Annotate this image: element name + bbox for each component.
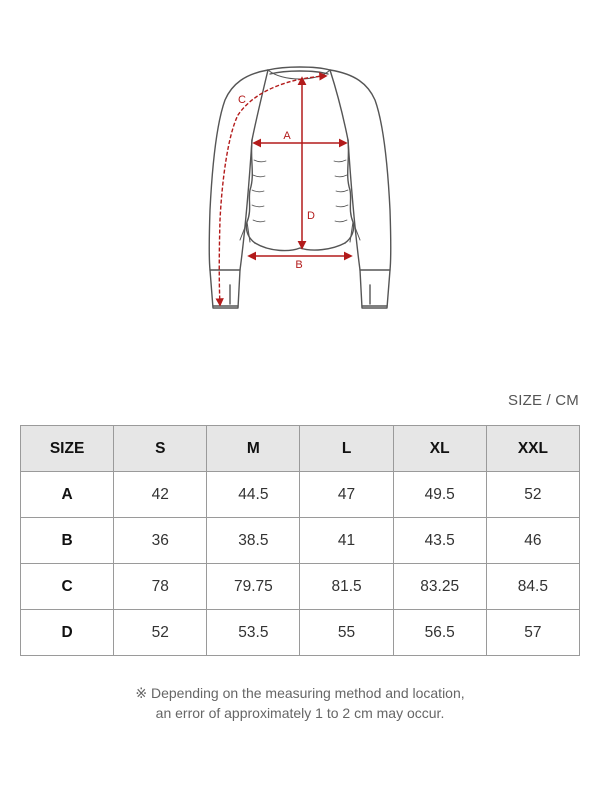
label-b: B bbox=[295, 259, 303, 271]
cell: 36 bbox=[114, 518, 207, 564]
table-row-a bbox=[21, 472, 580, 518]
size-table bbox=[20, 425, 580, 656]
table-row-b bbox=[21, 518, 580, 564]
header-xxl: XXL bbox=[486, 426, 579, 472]
cell: 83.25 bbox=[393, 564, 486, 610]
cell: 41 bbox=[300, 518, 393, 564]
note-line-1: ※ Depending on the measuring method and location, bbox=[135, 685, 465, 701]
row-label: C bbox=[21, 564, 114, 610]
cell: 56.5 bbox=[393, 610, 486, 656]
row-label: A bbox=[21, 472, 114, 518]
header-s: S bbox=[114, 426, 207, 472]
cell: 81.5 bbox=[300, 564, 393, 610]
cell: 57 bbox=[486, 610, 579, 656]
cell: 52 bbox=[114, 610, 207, 656]
row-label: B bbox=[21, 518, 114, 564]
note-line-2: an error of approximately 1 to 2 cm may occur. bbox=[155, 705, 445, 721]
shirt-outline bbox=[209, 67, 391, 308]
cell: 52 bbox=[486, 472, 579, 518]
measurement-note bbox=[0, 683, 600, 723]
row-label: D bbox=[21, 610, 114, 656]
header-m: M bbox=[207, 426, 300, 472]
header-size: SIZE bbox=[21, 426, 114, 472]
cell: 43.5 bbox=[393, 518, 486, 564]
table-row-d bbox=[21, 610, 580, 656]
label-d: D bbox=[307, 210, 315, 222]
label-c: C bbox=[238, 94, 246, 106]
header-xl: XL bbox=[393, 426, 486, 472]
unit-label: SIZE / CM bbox=[508, 392, 579, 409]
cell: 55 bbox=[300, 610, 393, 656]
cell: 42 bbox=[114, 472, 207, 518]
cell: 38.5 bbox=[207, 518, 300, 564]
cell: 84.5 bbox=[486, 564, 579, 610]
garment-diagram bbox=[0, 0, 600, 340]
cell: 78 bbox=[114, 564, 207, 610]
cell: 46 bbox=[486, 518, 579, 564]
table-row-c bbox=[21, 564, 580, 610]
header-l: L bbox=[300, 426, 393, 472]
table-header-row bbox=[21, 426, 580, 472]
cell: 47 bbox=[300, 472, 393, 518]
cell: 44.5 bbox=[207, 472, 300, 518]
cell: 53.5 bbox=[207, 610, 300, 656]
label-a: A bbox=[283, 130, 291, 142]
cell: 79.75 bbox=[207, 564, 300, 610]
cell: 49.5 bbox=[393, 472, 486, 518]
